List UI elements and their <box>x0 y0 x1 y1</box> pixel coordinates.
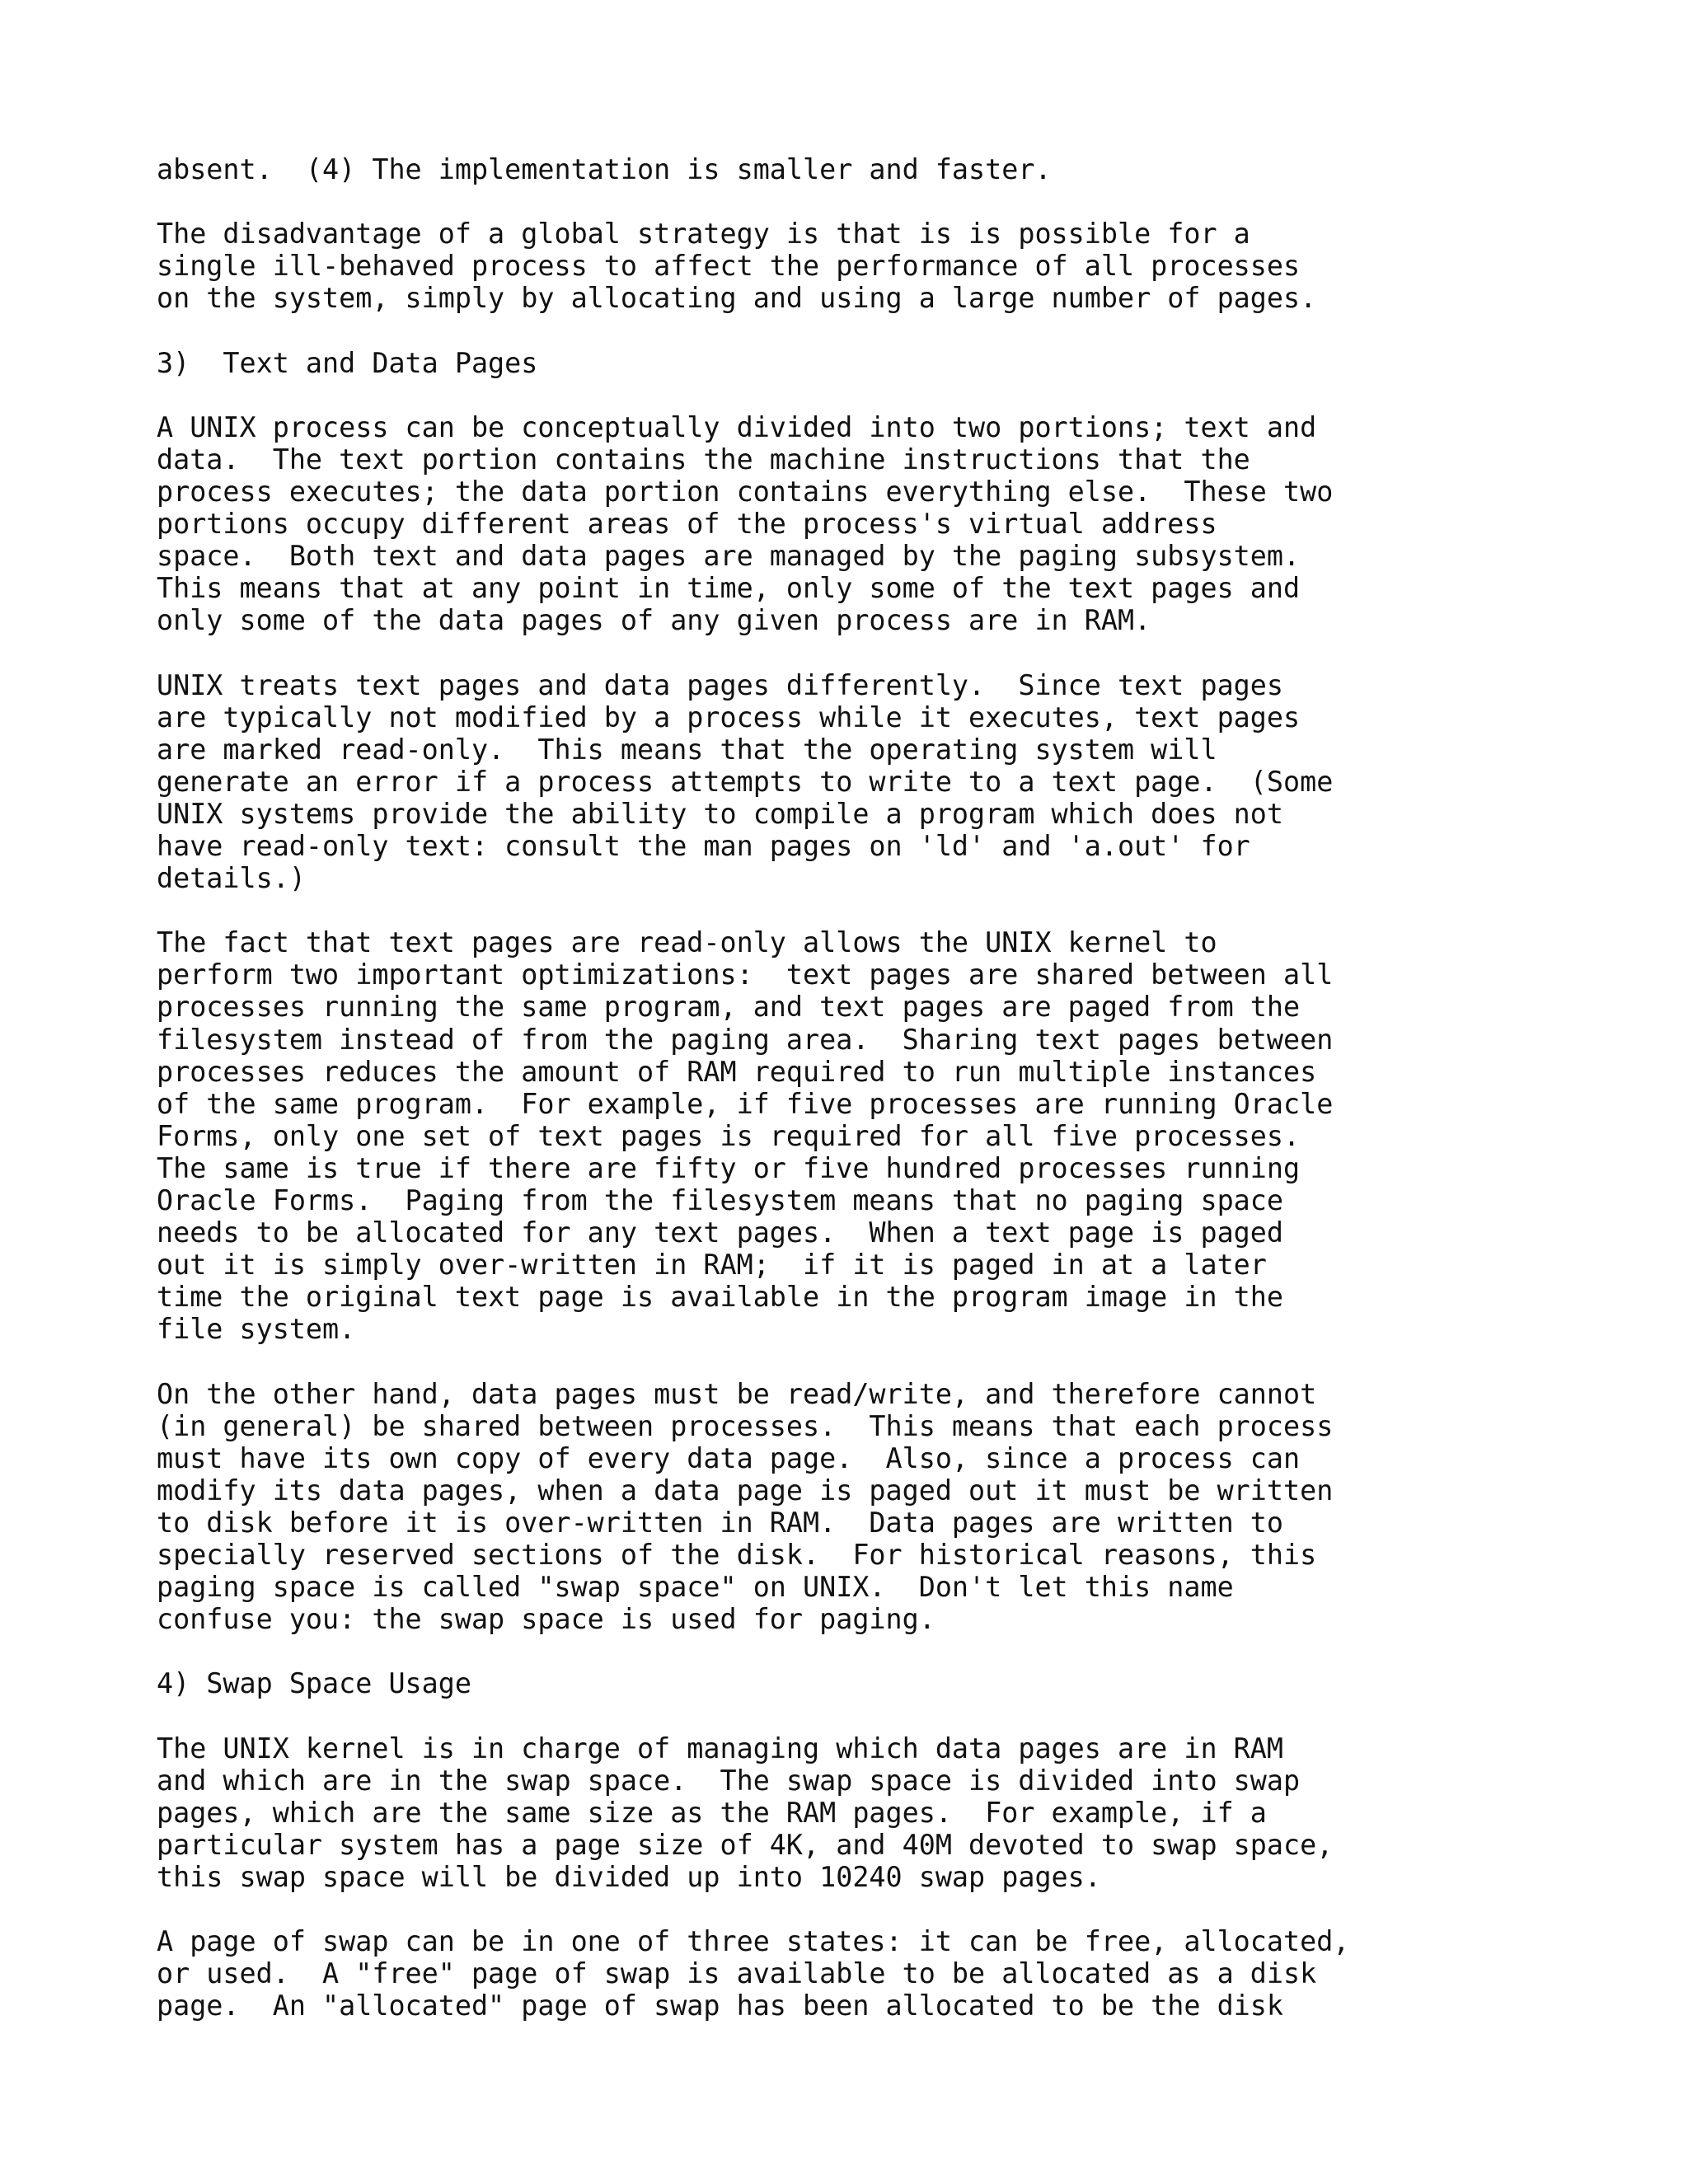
paragraph <box>157 1925 1607 2022</box>
text-line: filesystem instead of from the paging area. Sharing text pages between <box>157 1023 1334 1056</box>
text-line: details.) <box>157 862 306 895</box>
paragraph <box>157 411 1607 637</box>
text-line: (in general) be shared between processes. This means that each process <box>157 1409 1334 1442</box>
text-line: UNIX treats text pages and data pages differently. Since text pages <box>157 668 1283 701</box>
text-line: pages, which are the same size as the RAM pages. For example, if a <box>157 1796 1267 1829</box>
text-line: The fact that text pages are read-only allows the UNIX kernel to <box>157 926 1217 959</box>
text-line: absent. (4) The implementation is smaller and faster. <box>157 153 1052 185</box>
text-line: are typically not modified by a process while it executes, text pages <box>157 701 1301 733</box>
text-line: paging space is called "swap space" on UNIX. Don't let this name <box>157 1571 1234 1604</box>
text-line: The disadvantage of a global strategy is that is is possible for a <box>157 218 1250 251</box>
text-line: A page of swap can be in one of three states: it can be free, allocated, <box>157 1925 1350 1958</box>
text-line: data. The text portion contains the machine instructions that the <box>157 443 1250 476</box>
text-line: Forms, only one set of text pages is required for all five processes. <box>157 1119 1301 1152</box>
section-heading <box>157 1667 1607 1699</box>
text-line: out it is simply over-written in RAM; if it is paged in at a later <box>157 1249 1267 1282</box>
text-line: On the other hand, data pages must be read/write, and therefore cannot <box>157 1377 1317 1410</box>
text-line: and which are in the swap space. The swap space is divided into swap <box>157 1764 1301 1797</box>
text-line: have read-only text: consult the man pages on 'ld' and 'a.out' for <box>157 829 1250 862</box>
text-line: this swap space will be divided up into 10240 swap pages. <box>157 1860 1101 1893</box>
text-line: 3) Text and Data Pages <box>157 346 538 379</box>
text-line: portions occupy different areas of the process's virtual address <box>157 508 1217 541</box>
paragraph <box>157 153 1607 185</box>
text-line: perform two important optimizations: text pages are shared between all <box>157 958 1334 991</box>
text-line: space. Both text and data pages are managed by the paging subsystem. <box>157 540 1301 573</box>
text-line: Oracle Forms. Paging from the filesystem means that no paging space <box>157 1184 1283 1216</box>
text-line: are marked read-only. This means that the operating system will <box>157 733 1217 766</box>
text-line: must have its own copy of every data page. Also, since a process can <box>157 1441 1301 1474</box>
text-line: particular system has a page size of 4K, and 40M devoted to swap space, <box>157 1828 1334 1861</box>
text-line: 4) Swap Space Usage <box>157 1667 471 1700</box>
text-line: page. An "allocated" page of swap has been allocated to be the disk <box>157 1990 1283 2022</box>
text-line: This means that at any point in time, only some of the text pages and <box>157 572 1301 605</box>
text-line: single ill-behaved process to affect the performance of all processes <box>157 250 1301 283</box>
text-line: on the system, simply by allocating and using a large number of pages. <box>157 282 1317 315</box>
text-line: or used. A "free" page of swap is available to be allocated as a disk <box>157 1957 1317 1990</box>
paragraph <box>157 1378 1607 1636</box>
paragraph <box>157 1732 1607 1893</box>
text-line: only some of the data pages of any given process are in RAM. <box>157 604 1151 637</box>
section-heading <box>157 347 1607 379</box>
text-line: process executes; the data portion contains everything else. These two <box>157 475 1334 508</box>
text-line: time the original text page is available in the program image in the <box>157 1281 1283 1314</box>
text-line: needs to be allocated for any text pages. When a text page is paged <box>157 1216 1283 1249</box>
text-line: UNIX systems provide the ability to compile a program which does not <box>157 797 1283 830</box>
document-body <box>157 153 1607 2055</box>
text-line: specially reserved sections of the disk. For historical reasons, this <box>157 1539 1317 1572</box>
text-line: processes running the same program, and text pages are paged from the <box>157 991 1301 1024</box>
text-line: to disk before it is over-written in RAM. Data pages are written to <box>157 1506 1283 1539</box>
paragraph <box>157 218 1607 314</box>
text-line: of the same program. For example, if five processes are running Oracle <box>157 1087 1334 1120</box>
text-line: modify its data pages, when a data page is paged out it must be written <box>157 1474 1334 1507</box>
text-line: file system. <box>157 1313 356 1346</box>
paragraph <box>157 926 1607 1345</box>
text-line: confuse you: the swap space is used for paging. <box>157 1603 935 1636</box>
text-line: The UNIX kernel is in charge of managing which data pages are in RAM <box>157 1732 1283 1765</box>
text-line: processes reduces the amount of RAM required to run multiple instances <box>157 1055 1317 1088</box>
paragraph <box>157 669 1607 895</box>
text-line: The same is true if there are fifty or five hundred processes running <box>157 1151 1301 1184</box>
text-line: generate an error if a process attempts to write to a text page. (Some <box>157 765 1334 798</box>
text-line: A UNIX process can be conceptually divided into two portions; text and <box>157 410 1317 443</box>
